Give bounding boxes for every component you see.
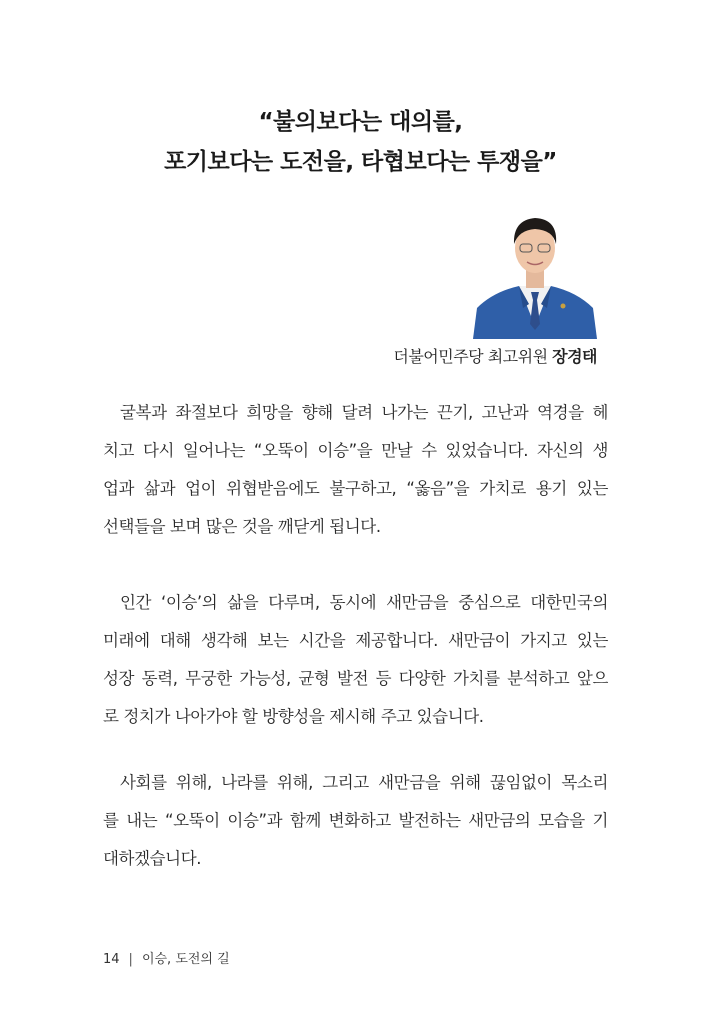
page-footer: [103, 948, 230, 967]
quote-title-line-1: “불의보다는 대의를,: [258, 109, 463, 135]
book-title: 이승, 도전의 길: [141, 952, 230, 967]
text-line: 사회를 위해, 나라를 위해, 그리고 새만금을 위해 끊임없이 목소리: [120, 773, 608, 792]
author-affiliation: 더불어민주당 최고위원: [393, 347, 548, 366]
author-name: 장경태: [552, 347, 597, 366]
page-number: 14: [103, 952, 120, 967]
text-line: 미래에 대해 생각해 보는 시간을 제공합니다. 새만금이 가지고 있는: [103, 631, 608, 650]
text-line: 대하겠습니다.: [103, 849, 202, 868]
text-line: 성장 동력, 무궁한 가능성, 균형 발전 등 다양한 가치를 분석하고 앞으: [103, 669, 608, 688]
text-line: 를 내는 “오뚝이 이승”과 함께 변화하고 발전하는 새만금의 모습을 기: [103, 811, 608, 830]
text-line: 업과 삶과 업이 위협받음에도 불구하고, “옳음”을 가치로 용기 있는: [103, 479, 608, 498]
text-line: 인간 ‘이승’의 삶을 다루며, 동시에 새만금을 중심으로 대한민국의: [120, 593, 608, 612]
footer-separator: |: [128, 952, 133, 967]
text-line: 치고 다시 일어나는 “오뚝이 이승”을 만날 수 있었습니다. 자신의 생: [103, 441, 608, 460]
text-line: 굴복과 좌절보다 희망을 향해 달려 나가는 끈기, 고난과 역경을 헤: [120, 403, 608, 422]
author-caption: [393, 344, 597, 367]
author-photo: [473, 208, 597, 339]
portrait-photo-icon: [473, 208, 597, 339]
text-line: 선택들을 보며 많은 것을 깨닫게 됩니다.: [103, 517, 381, 536]
quote-title-line-2: 포기보다는 도전을, 타협보다는 투쟁을”: [164, 149, 557, 175]
text-line: 로 정치가 나아가야 할 방향성을 제시해 주고 있습니다.: [103, 707, 484, 726]
